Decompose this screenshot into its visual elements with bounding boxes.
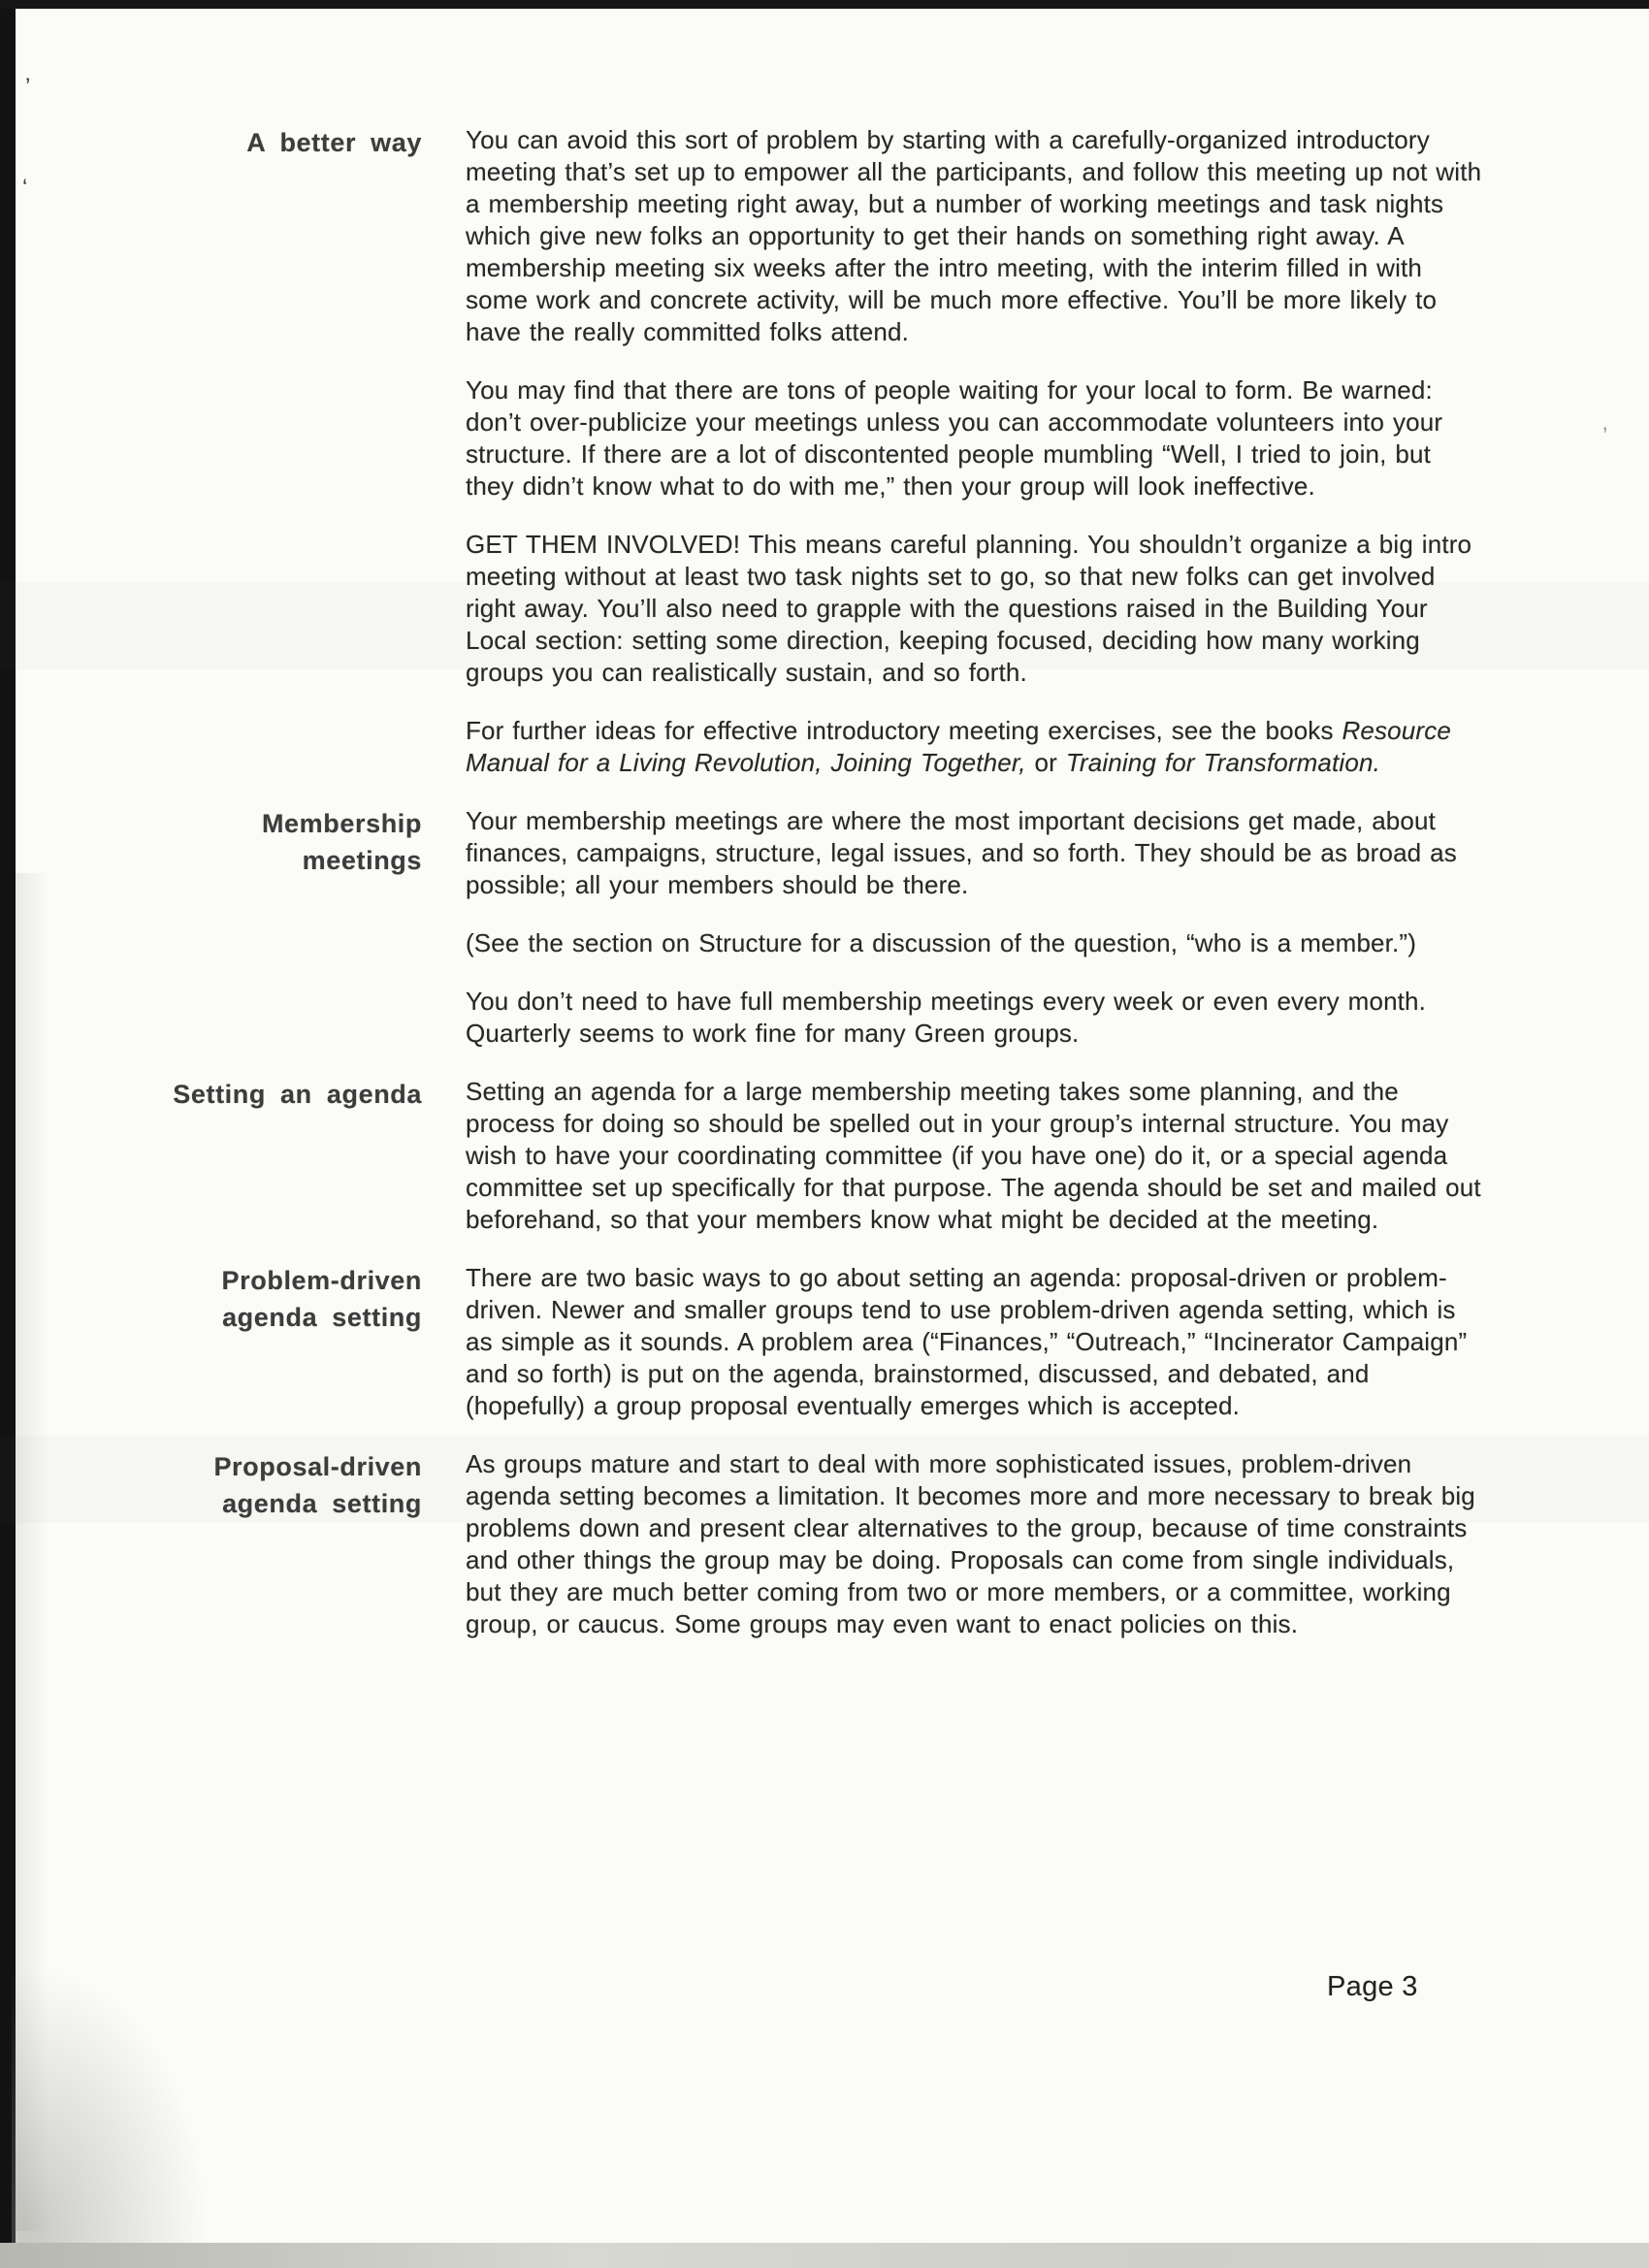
page-number: Page 3 <box>1327 1971 1418 2002</box>
body-paragraph <box>466 1448 1486 1640</box>
book-title-italic: Resource Manual for a Living Revolution, Joining Together, <box>466 716 1451 777</box>
scan-speck: ’ <box>25 74 31 100</box>
scan-corner-smudge <box>12 1956 215 2247</box>
text-run: You can avoid this sort of problem by starting with a carefully-organized introductory meeting that’s set up to empower all the participants, and follow this meeting up not with a membership meeting right away, but a number of working meetings and task nights which give new folks an opportunity to get their hands on something right away. A membership meeting six weeks after the intro meeting, with the interim filled in with some work and concrete activity, will be much more effective. You’ll be more likely to have the really committed folks attend. <box>466 125 1482 346</box>
section-body <box>466 1262 1486 1448</box>
section-body <box>466 805 1486 1076</box>
text-run: You don’t need to have full membership meetings every week or even every month. Quarterly seems to work fine for many Green groups. <box>466 987 1427 1048</box>
margin-heading: Setting an agenda <box>173 1080 422 1109</box>
section-body <box>466 1448 1486 1667</box>
body-paragraph <box>466 927 1486 959</box>
text-run: Setting an agenda for a large membership meeting takes some planning, and the process for doing so should be spelled out in your group’s internal structure. You may wish to have your coordinating committee (if you have one) do it, or a special agenda committee set up specifically for that purpose. The agenda should be set and mailed out beforehand, so that your members know what might be decided at the meeting. <box>466 1077 1481 1234</box>
text-run: GET THEM INVOLVED! This means careful planning. You shouldn’t organize a big intro meeting without at least two task nights set to go, so that new folks can get involved right away. You’ll also need to grapple with the questions raised in the Building Your Local section: setting some direction, keeping focused, deciding how many working groups you can realistically sustain, and so forth. <box>466 530 1472 687</box>
text-run: For further ideas for effective introductory meeting exercises, see the books <box>466 716 1342 745</box>
text-run: You may find that there are tons of people waiting for your local to form. Be warned: don’t over-publicize your meetings unless you can accommodate volunteers into your structure. If there are a lot of discontented people mumbling “Well, I tried to join, but they didn’t know what to do with me,” then your group will look ineffective. <box>466 375 1443 501</box>
scan-border-bottom <box>0 2243 1649 2268</box>
section-membership-meetings <box>0 805 1538 1076</box>
body-paragraph <box>466 1076 1486 1236</box>
body-paragraph <box>466 529 1486 689</box>
document-content <box>0 124 1538 1667</box>
margin-heading: Problem-driven agenda setting <box>221 1266 422 1332</box>
body-paragraph <box>466 124 1486 348</box>
body-paragraph <box>466 374 1486 502</box>
section-body <box>466 1076 1486 1262</box>
margin-heading: Proposal-driven agenda setting <box>213 1452 422 1518</box>
body-paragraph <box>466 1262 1486 1422</box>
scan-speck: ‘ <box>22 175 28 201</box>
margin-heading: A better way <box>246 128 422 157</box>
text-run: Your membership meetings are where the most important decisions get made, about finances, campaigns, structure, legal issues, and so forth. They should be as broad as possible; all your members should be there. <box>466 806 1457 899</box>
section-setting-an-agenda <box>0 1076 1538 1262</box>
section-problem-driven-agenda-setting <box>0 1262 1538 1448</box>
text-run: or <box>1025 748 1066 777</box>
text-run: As groups mature and start to deal with more sophisticated issues, problem-driven agenda setting becomes a limitation. It becomes more and more necessary to break big problems down and present clear alternatives to the group, because of time constraints and other things the group may be doing. Proposals can come from single individuals, but they are much better coming from two or more members, or a committee, working group, or caucus. Some groups may even want to enact policies on this. <box>466 1449 1475 1638</box>
text-run: (See the section on Structure for a discussion of the question, “who is a member.”) <box>466 928 1417 957</box>
scan-border-top <box>0 0 1649 9</box>
body-paragraph <box>466 805 1486 901</box>
text-run: There are two basic ways to go about setting an agenda: proposal-driven or problem-driven. Newer and smaller groups tend to use problem-driven agenda setting, which is as simple as it sounds. A problem area (“Finances,” “Outreach,” “Incinerator Campaign” and so forth) is put on the agenda, brainstormed, discussed, and debated, and (hopefully) a group proposal eventually emerges which is accepted. <box>466 1263 1468 1420</box>
scan-speck: ’ <box>1602 423 1608 449</box>
body-paragraph <box>466 986 1486 1050</box>
margin-heading: Membership meetings <box>261 809 422 875</box>
section-body <box>466 124 1486 805</box>
book-title-italic: Training for Transformation. <box>1065 748 1380 777</box>
section-proposal-driven-agenda-setting <box>0 1448 1538 1667</box>
section-a-better-way <box>0 124 1538 805</box>
body-paragraph <box>466 715 1486 779</box>
